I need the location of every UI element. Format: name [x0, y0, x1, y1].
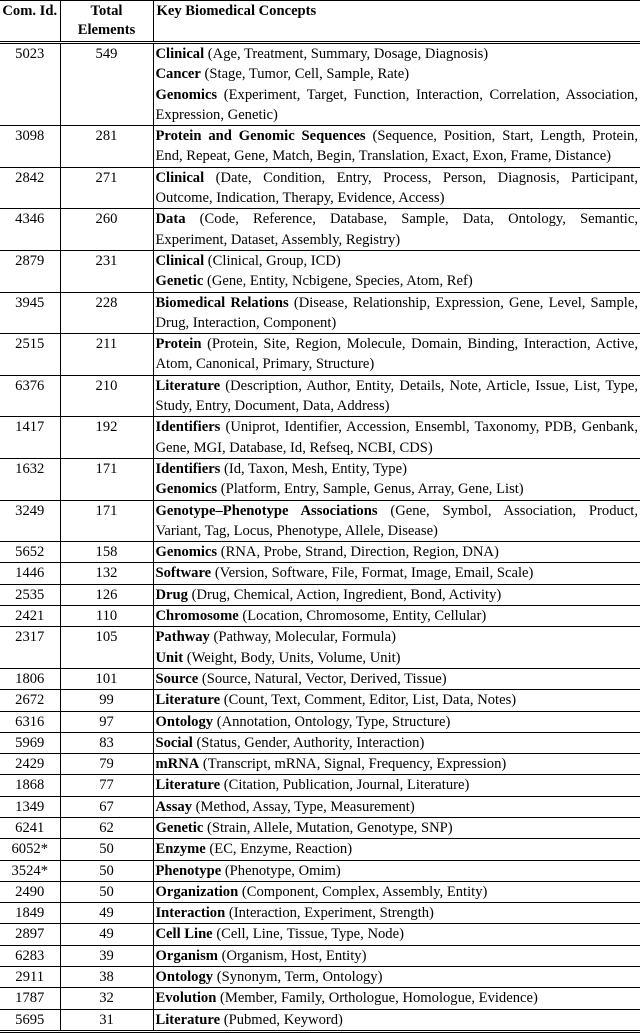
- total-elements-cell: 49: [60, 903, 153, 924]
- com-id-cell: 3524*: [0, 860, 60, 881]
- concept-terms: (Clinical, Group, ICD): [204, 252, 341, 269]
- concept-group: [156, 669, 639, 689]
- table-row: [0, 967, 640, 988]
- concept-group: [156, 754, 639, 774]
- table-row: [0, 690, 640, 711]
- key-concepts-cell: [153, 881, 640, 902]
- table-row: [0, 775, 640, 796]
- concept-terms: (Cell, Line, Tissue, Type, Node): [212, 926, 404, 943]
- table-row: [0, 817, 640, 838]
- header-total-elements: Total Elements: [60, 1, 153, 43]
- concept-category: Genetic: [155, 273, 204, 290]
- key-concepts-cell: [153, 924, 640, 945]
- key-concepts-cell: [153, 627, 640, 669]
- concept-category: Interaction: [155, 905, 226, 922]
- concept-terms: (Pubmed, Keyword): [220, 1011, 343, 1028]
- concept-group: [156, 946, 639, 966]
- concept-terms: (Phenotype, Omim): [221, 862, 341, 879]
- total-elements-cell: 281: [60, 126, 153, 168]
- key-concepts-cell: [153, 775, 640, 796]
- concept-group: [156, 334, 639, 375]
- total-elements-cell: 39: [60, 945, 153, 966]
- total-elements-cell: 50: [60, 839, 153, 860]
- concept-terms: (EC, Enzyme, Reaction): [205, 841, 353, 858]
- concept-category: Genomics: [155, 544, 218, 561]
- concept-terms: (Location, Chromosome, Entity, Cellular): [238, 608, 487, 625]
- table-row: [0, 711, 640, 732]
- table-row: [0, 732, 640, 753]
- table-row: [0, 839, 640, 860]
- table-row: [0, 627, 640, 669]
- concept-category: Drug: [155, 586, 188, 603]
- header-row: [0, 1, 640, 43]
- table-row: [0, 250, 640, 292]
- key-concepts-cell: [153, 458, 640, 500]
- com-id-cell: 5695: [0, 1009, 60, 1031]
- concept-category: Cell Line: [155, 926, 213, 943]
- com-id-cell: 2515: [0, 334, 60, 376]
- concept-terms: (Version, Software, File, Format, Image, Email, Scale): [211, 565, 534, 582]
- table-row: [0, 458, 640, 500]
- concept-category: Biomedical Relations: [155, 294, 289, 311]
- key-concepts-cell: [153, 1009, 640, 1031]
- total-elements-cell: 49: [60, 924, 153, 945]
- total-elements-cell: 211: [60, 334, 153, 376]
- concept-category: Protein and Genomic Sequences: [155, 128, 366, 145]
- table-row: [0, 903, 640, 924]
- table-row: [0, 542, 640, 563]
- com-id-cell: 1446: [0, 563, 60, 584]
- total-elements-cell: 97: [60, 711, 153, 732]
- table-row: [0, 584, 640, 605]
- com-id-cell: 5652: [0, 542, 60, 563]
- com-id-cell: 3945: [0, 292, 60, 334]
- table-row: [0, 754, 640, 775]
- concept-category: Source: [155, 670, 199, 687]
- key-concepts-cell: [153, 126, 640, 168]
- concept-group: [156, 903, 639, 923]
- key-concepts-cell: [153, 292, 640, 334]
- concept-terms: (Member, Family, Orthologue, Homologue, Evidence): [216, 990, 538, 1007]
- key-concepts-cell: [153, 711, 640, 732]
- concept-group: [156, 417, 639, 458]
- key-concepts-cell: [153, 606, 640, 627]
- com-id-cell: 6052*: [0, 839, 60, 860]
- key-concepts-cell: [153, 375, 640, 417]
- header-com-id: Com. Id.: [0, 1, 60, 43]
- concept-terms: (Organism, Host, Entity): [217, 947, 367, 964]
- concept-group: [156, 882, 639, 902]
- com-id-cell: 1632: [0, 458, 60, 500]
- com-id-cell: 2842: [0, 167, 60, 209]
- concept-group: [156, 988, 639, 1008]
- total-elements-cell: 105: [60, 627, 153, 669]
- total-elements-cell: 50: [60, 881, 153, 902]
- concept-group: [156, 712, 639, 732]
- total-elements-cell: 110: [60, 606, 153, 627]
- concept-category: Genotype–Phenotype Associations: [155, 502, 378, 519]
- concept-category: Literature: [155, 777, 221, 794]
- concept-category: Genomics: [155, 481, 218, 498]
- concept-category: Genomics: [155, 86, 218, 103]
- concept-terms: (Transcript, mRNA, Signal, Frequency, Expression): [199, 756, 507, 773]
- table-row: [0, 860, 640, 881]
- concept-category: Literature: [155, 692, 221, 709]
- total-elements-cell: 83: [60, 732, 153, 753]
- com-id-cell: 1868: [0, 775, 60, 796]
- concept-group: [156, 861, 639, 881]
- total-elements-cell: 210: [60, 375, 153, 417]
- concept-category: Clinical: [155, 252, 205, 269]
- concept-group: [156, 126, 639, 167]
- key-concepts-cell: [153, 584, 640, 605]
- table-row: [0, 563, 640, 584]
- concept-terms: (Age, Treatment, Summary, Dosage, Diagnosis): [204, 46, 489, 62]
- table-row: [0, 924, 640, 945]
- concept-category: Clinical: [155, 169, 205, 186]
- concept-terms: (Id, Taxon, Mesh, Entity, Type): [220, 460, 407, 477]
- key-concepts-cell: [153, 167, 640, 209]
- concept-category: Literature: [155, 1011, 221, 1028]
- concept-category: Pathway: [155, 629, 210, 646]
- concept-terms: (Disease, Relationship, Expression, Gene, Level, Sample, Drug, Interaction, Component): [155, 294, 638, 331]
- concept-category: Software: [155, 565, 212, 582]
- key-concepts-cell: [153, 860, 640, 881]
- com-id-cell: 1417: [0, 417, 60, 459]
- concept-group: [156, 818, 639, 838]
- concept-category: Social: [155, 734, 193, 751]
- concept-terms: (Protein, Site, Region, Molecule, Domain, Binding, Interaction, Active, Atom, Canonical, Primary, Structure): [155, 336, 638, 373]
- com-id-cell: 3249: [0, 500, 60, 542]
- com-id-cell: 5969: [0, 732, 60, 753]
- key-concepts-cell: [153, 500, 640, 542]
- concept-group: [156, 251, 639, 271]
- concept-group: [156, 585, 639, 605]
- concept-group: [156, 85, 639, 126]
- concept-category: Unit: [155, 649, 184, 666]
- concept-terms: (Platform, Entry, Sample, Genus, Array, Gene, List): [217, 481, 524, 498]
- com-id-cell: 6376: [0, 375, 60, 417]
- total-elements-cell: 50: [60, 860, 153, 881]
- com-id-cell: 2911: [0, 967, 60, 988]
- total-elements-cell: 158: [60, 542, 153, 563]
- com-id-cell: 2429: [0, 754, 60, 775]
- concept-terms: (Pathway, Molecular, Formula): [209, 629, 396, 646]
- concept-category: Protein: [155, 336, 202, 353]
- concept-category: mRNA: [155, 756, 200, 773]
- concept-group: [156, 797, 639, 817]
- concept-terms: (Strain, Allele, Mutation, Genotype, SNP): [203, 819, 453, 836]
- table-row: [0, 167, 640, 209]
- table-row: [0, 417, 640, 459]
- concept-category: Organization: [155, 883, 239, 900]
- concept-terms: (Code, Reference, Database, Sample, Data, Ontology, Semantic, Experiment, Dataset, Assembly, Registry): [155, 211, 638, 248]
- concept-terms: (Synonym, Term, Ontology): [213, 969, 383, 986]
- concept-category: Phenotype: [155, 862, 222, 879]
- concept-category: Literature: [155, 377, 221, 394]
- key-concepts-cell: [153, 945, 640, 966]
- concept-category: Organism: [155, 947, 218, 964]
- concept-group: [156, 44, 639, 64]
- total-elements-cell: 79: [60, 754, 153, 775]
- total-elements-cell: 126: [60, 584, 153, 605]
- total-elements-cell: 549: [60, 43, 153, 126]
- table-row: [0, 500, 640, 542]
- concept-terms: (Gene, Entity, Ncbigene, Species, Atom, Ref): [203, 273, 473, 290]
- table-body: [0, 43, 640, 1032]
- total-elements-cell: 231: [60, 250, 153, 292]
- concept-group: [156, 168, 639, 209]
- concept-group: [156, 542, 639, 562]
- key-concepts-cell: [153, 732, 640, 753]
- key-concepts-cell: [153, 967, 640, 988]
- concept-group: [156, 376, 639, 417]
- header-key-concepts: Key Biomedical Concepts: [153, 1, 640, 43]
- table-row: [0, 881, 640, 902]
- concept-category: Ontology: [155, 969, 214, 986]
- concept-terms: (RNA, Probe, Strand, Direction, Region, DNA): [217, 544, 499, 561]
- table-row: [0, 945, 640, 966]
- concept-category: Cancer: [155, 66, 201, 83]
- table-row: [0, 668, 640, 689]
- total-elements-cell: 31: [60, 1009, 153, 1031]
- key-concepts-cell: [153, 209, 640, 251]
- concept-terms: (Annotation, Ontology, Type, Structure): [213, 713, 451, 730]
- table-row: [0, 796, 640, 817]
- com-id-cell: 2879: [0, 250, 60, 292]
- concept-group: [156, 563, 639, 583]
- concept-group: [156, 479, 639, 499]
- com-id-cell: 1849: [0, 903, 60, 924]
- total-elements-cell: 171: [60, 458, 153, 500]
- key-concepts-cell: [153, 43, 640, 126]
- concept-group: [156, 459, 639, 479]
- total-elements-cell: 271: [60, 167, 153, 209]
- concept-category: Assay: [155, 798, 192, 815]
- com-id-cell: 2897: [0, 924, 60, 945]
- key-concepts-cell: [153, 796, 640, 817]
- concept-category: Clinical: [155, 46, 205, 62]
- concept-terms: (Component, Complex, Assembly, Entity): [238, 883, 488, 900]
- table-row: [0, 209, 640, 251]
- concept-terms: (Uniprot, Identifier, Accession, Ensembl, Taxonomy, PDB, Genbank, Gene, MGI, Database, Id, Refseq, NCBI, CDS): [155, 419, 638, 456]
- com-id-cell: 4346: [0, 209, 60, 251]
- concept-terms: (Source, Natural, Vector, Derived, Tissue): [198, 670, 447, 687]
- total-elements-cell: 38: [60, 967, 153, 988]
- concept-terms: (Status, Gender, Authority, Interaction): [192, 734, 425, 751]
- concept-category: Identifiers: [155, 419, 221, 436]
- com-id-cell: 2490: [0, 881, 60, 902]
- table-row: [0, 606, 640, 627]
- key-concepts-cell: [153, 754, 640, 775]
- concept-group: [156, 627, 639, 647]
- com-id-cell: 2317: [0, 627, 60, 669]
- concept-terms: (Citation, Publication, Journal, Literature): [220, 777, 470, 794]
- total-elements-cell: 67: [60, 796, 153, 817]
- key-concepts-cell: [153, 417, 640, 459]
- table-row: [0, 292, 640, 334]
- key-concepts-cell: [153, 988, 640, 1009]
- concept-group: [156, 501, 639, 542]
- concept-group: [156, 733, 639, 753]
- total-elements-cell: 101: [60, 668, 153, 689]
- concept-group: [156, 271, 639, 291]
- com-id-cell: 1806: [0, 668, 60, 689]
- concept-category: Evolution: [155, 990, 217, 1007]
- total-elements-cell: 192: [60, 417, 153, 459]
- concept-group: [156, 64, 639, 84]
- concept-category: Ontology: [155, 713, 214, 730]
- concept-terms: (Interaction, Experiment, Strength): [225, 905, 434, 922]
- concept-group: [156, 293, 639, 334]
- key-concepts-cell: [153, 668, 640, 689]
- total-elements-cell: 32: [60, 988, 153, 1009]
- table-row: [0, 375, 640, 417]
- key-concepts-cell: [153, 542, 640, 563]
- concept-group: [156, 209, 639, 250]
- com-id-cell: 5023: [0, 43, 60, 126]
- concept-terms: (Sequence, Position, Start, Length, Protein, End, Repeat, Gene, Match, Begin, Translation, Exact, Exon, Frame, Distance): [155, 128, 638, 165]
- com-id-cell: 6316: [0, 711, 60, 732]
- table-header: [0, 1, 640, 43]
- concept-group: [156, 648, 639, 668]
- total-elements-cell: 77: [60, 775, 153, 796]
- total-elements-cell: 99: [60, 690, 153, 711]
- com-id-cell: 2421: [0, 606, 60, 627]
- concept-category: Data: [155, 211, 186, 228]
- total-elements-cell: 171: [60, 500, 153, 542]
- total-elements-cell: 62: [60, 817, 153, 838]
- com-id-cell: 1787: [0, 988, 60, 1009]
- concept-category: Identifiers: [155, 460, 221, 477]
- total-elements-cell: 260: [60, 209, 153, 251]
- concept-group: [156, 924, 639, 944]
- concept-group: [156, 967, 639, 987]
- concept-category: Enzyme: [155, 841, 206, 858]
- table-row: [0, 988, 640, 1009]
- com-id-cell: 6241: [0, 817, 60, 838]
- key-concepts-cell: [153, 839, 640, 860]
- concept-group: [156, 690, 639, 710]
- total-elements-cell: 132: [60, 563, 153, 584]
- com-id-cell: 2672: [0, 690, 60, 711]
- key-concepts-cell: [153, 690, 640, 711]
- table-row: [0, 126, 640, 168]
- key-concepts-cell: [153, 903, 640, 924]
- key-concepts-cell: [153, 250, 640, 292]
- com-id-cell: 2535: [0, 584, 60, 605]
- concept-group: [156, 839, 639, 859]
- concept-category: Genetic: [155, 819, 204, 836]
- table-row: [0, 1009, 640, 1031]
- concept-terms: (Weight, Body, Units, Volume, Unit): [183, 649, 401, 666]
- concept-group: [156, 606, 639, 626]
- concept-terms: (Description, Author, Entity, Details, Note, Article, Issue, List, Type, Study, Entry, Document, Data, Address): [155, 377, 638, 415]
- com-id-cell: 3098: [0, 126, 60, 168]
- total-elements-cell: 228: [60, 292, 153, 334]
- concept-terms: (Date, Condition, Entry, Process, Person, Diagnosis, Participant, Outcome, Indication, Therapy, Evidence, Access): [155, 169, 638, 207]
- concept-terms: (Gene, Symbol, Association, Product, Variant, Tag, Locus, Phenotype, Allele, Disease): [155, 502, 638, 539]
- table-row: [0, 334, 640, 376]
- concept-terms: (Stage, Tumor, Cell, Sample, Rate): [200, 66, 410, 83]
- table-row: [0, 43, 640, 126]
- concept-terms: (Count, Text, Comment, Editor, List, Data, Notes): [220, 692, 517, 709]
- com-id-cell: 1349: [0, 796, 60, 817]
- key-concepts-cell: [153, 334, 640, 376]
- concept-terms: (Drug, Chemical, Action, Ingredient, Bond, Activity): [187, 586, 502, 603]
- key-concepts-cell: [153, 563, 640, 584]
- concept-terms: (Experiment, Target, Function, Interaction, Correlation, Association, Expression, Genetic): [155, 86, 638, 123]
- concept-group: [156, 775, 639, 795]
- com-id-cell: 6283: [0, 945, 60, 966]
- concept-category: Chromosome: [155, 608, 239, 625]
- concept-terms: (Method, Assay, Type, Measurement): [192, 798, 415, 815]
- key-concepts-cell: [153, 817, 640, 838]
